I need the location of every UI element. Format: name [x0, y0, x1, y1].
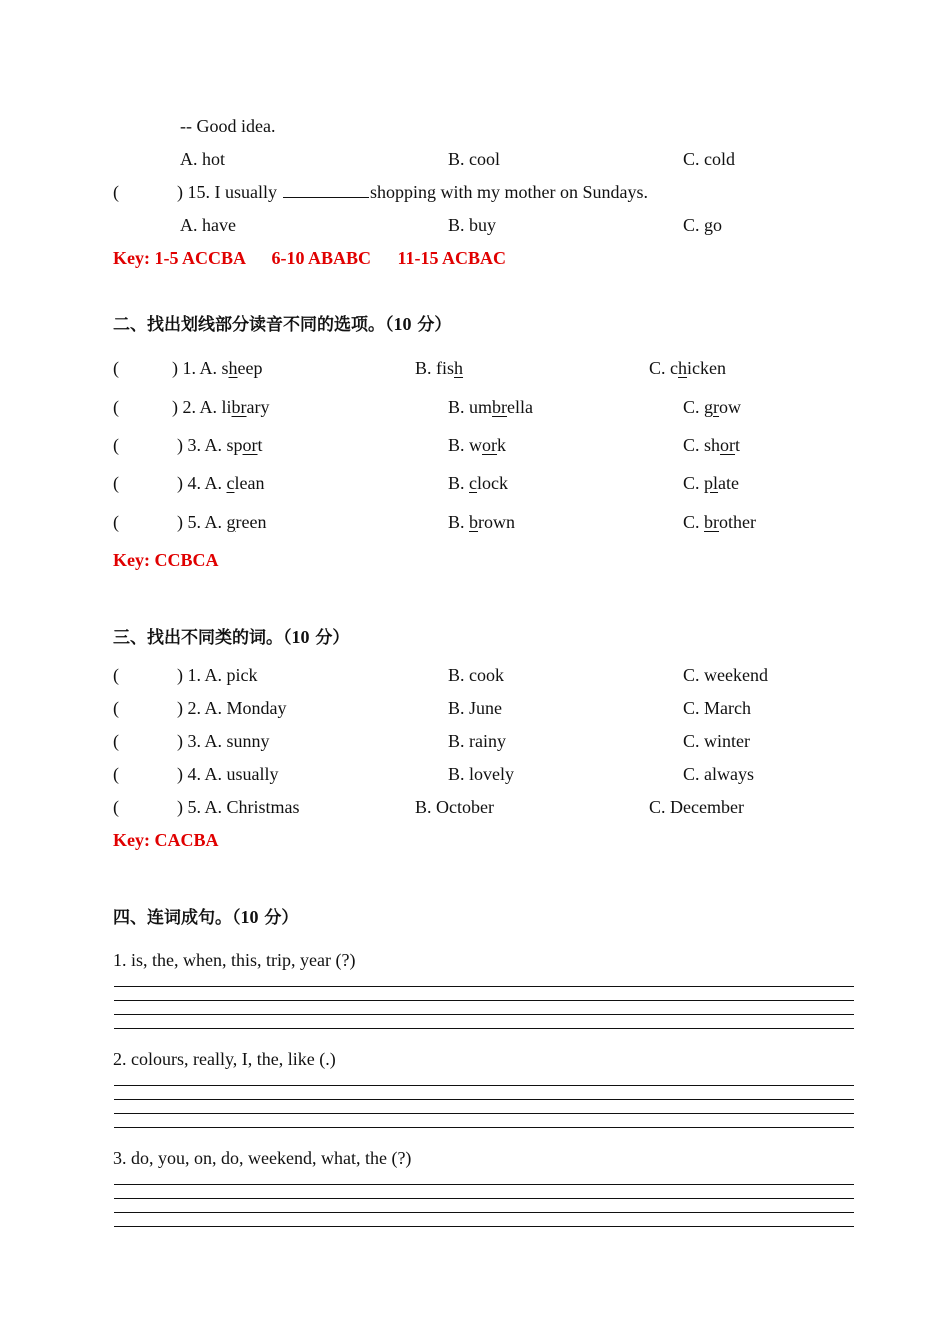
- option-c[interactable]: C. chicken: [649, 358, 726, 378]
- option-b[interactable]: B. clock: [448, 473, 509, 493]
- writing-line[interactable]: [114, 1212, 854, 1213]
- q14-option-a[interactable]: A. hot: [180, 149, 225, 169]
- question-a[interactable]: ) 4. A. usually: [177, 764, 279, 784]
- answer-paren[interactable]: (: [113, 698, 119, 718]
- writing-line[interactable]: [114, 1099, 854, 1100]
- option-c[interactable]: C. grow: [683, 397, 742, 417]
- option-b[interactable]: B. lovely: [448, 764, 514, 784]
- part4-heading-text: 四、连词成句。（: [113, 908, 241, 928]
- q15-paren-open: (: [113, 182, 119, 202]
- option-b[interactable]: B. October: [415, 797, 494, 817]
- question-a[interactable]: ) 5. A. Christmas: [177, 797, 300, 817]
- question-a[interactable]: ) 2. A. library: [172, 397, 270, 417]
- option-c[interactable]: C. December: [649, 797, 744, 817]
- part3-heading-end: 分）: [315, 628, 350, 648]
- part2-heading-end: 分）: [417, 315, 452, 335]
- option-b[interactable]: B. rainy: [448, 731, 506, 751]
- answer-paren[interactable]: (: [113, 397, 119, 417]
- answer-paren[interactable]: (: [113, 512, 119, 532]
- question-a[interactable]: ) 5. A. green: [177, 512, 267, 532]
- q14-option-c[interactable]: C. cold: [683, 149, 735, 169]
- option-b[interactable]: B. cook: [448, 665, 504, 685]
- part3-answer-key: Key: CACBA: [113, 830, 219, 850]
- option-c[interactable]: C. always: [683, 764, 754, 784]
- option-c[interactable]: C. winter: [683, 731, 750, 751]
- option-c[interactable]: C. short: [683, 435, 741, 455]
- answer-paren[interactable]: (: [113, 473, 119, 493]
- writing-line[interactable]: [114, 1127, 854, 1128]
- writing-line[interactable]: [114, 1000, 854, 1001]
- question-a[interactable]: ) 3. A. sunny: [177, 731, 270, 751]
- part2-answer-key: Key: CCBCA: [113, 550, 219, 570]
- part4-item-2: 2. colours, really, I, the, like (.): [113, 1049, 336, 1069]
- answer-paren[interactable]: (: [113, 358, 119, 378]
- good-idea-line: -- Good idea.: [180, 116, 276, 136]
- answer-paren[interactable]: (: [113, 665, 119, 685]
- q15-blank[interactable]: [283, 181, 369, 198]
- answer-paren[interactable]: (: [113, 435, 119, 455]
- q15-question: [177, 181, 648, 203]
- part4-points: 10: [240, 907, 259, 927]
- writing-line[interactable]: [114, 1198, 854, 1199]
- question-a[interactable]: ) 3. A. sport: [177, 435, 263, 455]
- part1-key-2: 6-10 ABABC: [271, 248, 372, 268]
- question-a[interactable]: ) 1. A. sheep: [172, 358, 263, 378]
- q14-option-b[interactable]: B. cool: [448, 149, 500, 169]
- option-c[interactable]: C. plate: [683, 473, 740, 493]
- writing-line[interactable]: [114, 1014, 854, 1015]
- q15-text-before: 15. I usually: [187, 182, 277, 202]
- part2-heading: [113, 313, 451, 336]
- part1-answer-key: [113, 247, 506, 269]
- part3-heading: [113, 626, 349, 649]
- option-b[interactable]: B. brown: [448, 512, 516, 532]
- option-b[interactable]: B. June: [448, 698, 502, 718]
- writing-line[interactable]: [114, 1085, 854, 1086]
- q15-option-b[interactable]: B. buy: [448, 215, 497, 235]
- option-c[interactable]: C. brother: [683, 512, 756, 532]
- part3-heading-text: 三、找出不同类的词。（: [113, 628, 292, 648]
- option-c[interactable]: C. March: [683, 698, 751, 718]
- part2-points: 10: [393, 314, 412, 334]
- part2-heading-text: 二、找出划线部分读音不同的选项。（: [113, 315, 394, 335]
- part4-heading-end: 分）: [264, 908, 299, 928]
- option-b[interactable]: B. fish: [415, 358, 464, 378]
- question-a[interactable]: ) 1. A. pick: [177, 665, 258, 685]
- part1-key-1: Key: 1-5 ACCBA: [113, 248, 245, 268]
- q15-option-c[interactable]: C. go: [683, 215, 723, 235]
- option-b[interactable]: B. work: [448, 435, 507, 455]
- option-b[interactable]: B. umbrella: [448, 397, 533, 417]
- part4-item-1: 1. is, the, when, this, trip, year (?): [113, 950, 356, 970]
- writing-line[interactable]: [114, 1226, 854, 1227]
- answer-paren[interactable]: (: [113, 731, 119, 751]
- answer-paren[interactable]: (: [113, 797, 119, 817]
- writing-line[interactable]: [114, 1184, 854, 1185]
- part3-points: 10: [291, 627, 310, 647]
- question-a[interactable]: ) 4. A. clean: [177, 473, 265, 493]
- part4-heading: [113, 906, 298, 929]
- writing-line[interactable]: [114, 1113, 854, 1114]
- q15-paren-close: ): [177, 182, 183, 202]
- part4-item-3: 3. do, you, on, do, weekend, what, the (?): [113, 1148, 412, 1168]
- writing-line[interactable]: [114, 1028, 854, 1029]
- question-a[interactable]: ) 2. A. Monday: [177, 698, 287, 718]
- part1-key-3: 11-15 ACBAC: [397, 248, 507, 268]
- q15-text-after: shopping with my mother on Sundays.: [370, 182, 648, 202]
- writing-line[interactable]: [114, 986, 854, 987]
- q15-option-a[interactable]: A. have: [180, 215, 236, 235]
- answer-paren[interactable]: (: [113, 764, 119, 784]
- option-c[interactable]: C. weekend: [683, 665, 768, 685]
